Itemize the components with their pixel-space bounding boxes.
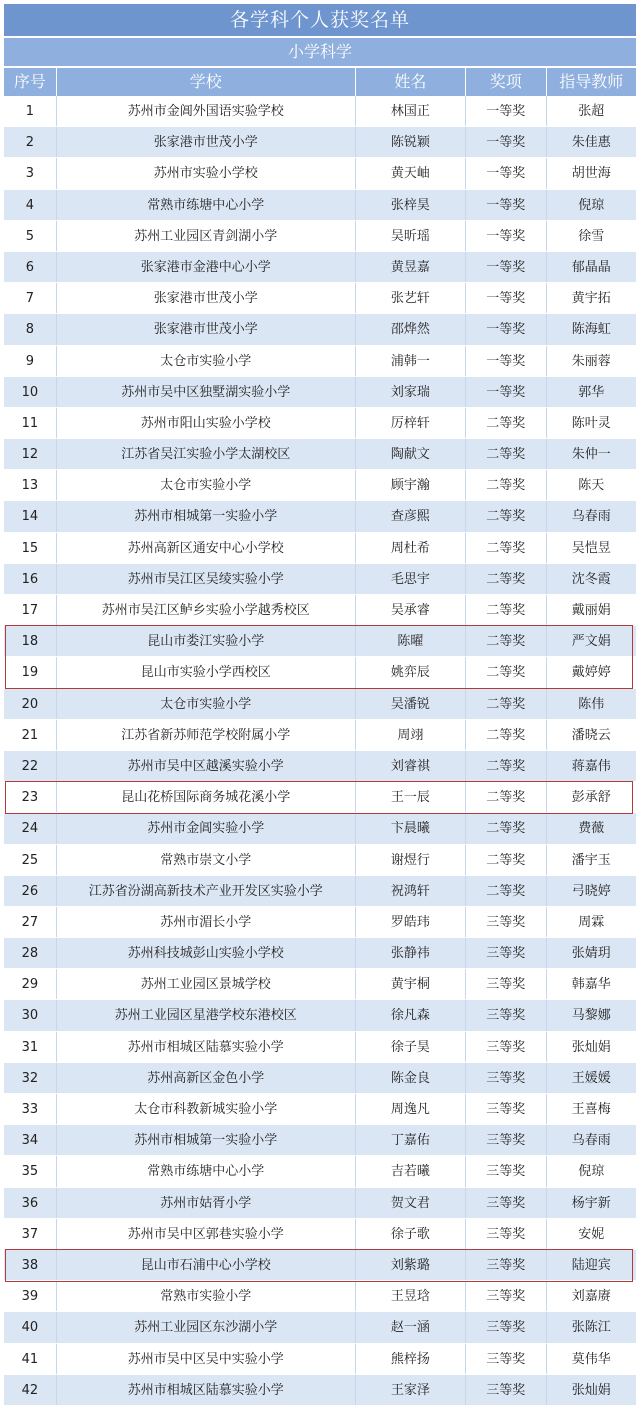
cell-award: 三等奖 xyxy=(466,1188,547,1218)
cell-award: 二等奖 xyxy=(466,876,547,906)
cell-school: 常熟市练塘中心小学 xyxy=(57,190,356,220)
cell-no: 37 xyxy=(4,1219,57,1249)
cell-no: 24 xyxy=(4,813,57,843)
cell-name: 刘家瑞 xyxy=(356,377,466,407)
cell-school: 苏州市相城第一实验小学 xyxy=(57,501,356,531)
header-award: 奖项 xyxy=(466,68,547,96)
table-row xyxy=(4,533,636,564)
cell-name: 谢煜行 xyxy=(356,845,466,875)
cell-no: 39 xyxy=(4,1281,57,1311)
header-name: 姓名 xyxy=(356,68,466,96)
cell-name: 陶献文 xyxy=(356,439,466,469)
cell-school: 苏州市湄长小学 xyxy=(57,907,356,937)
cell-school: 苏州市金阊实验小学 xyxy=(57,813,356,843)
cell-teacher: 张陈江 xyxy=(571,1320,611,1336)
cell-no: 14 xyxy=(4,501,57,531)
cell-award: 三等奖 xyxy=(466,1156,547,1186)
cell-school: 张家港市世茂小学 xyxy=(57,314,356,344)
cell-name: 张艺轩 xyxy=(356,283,466,313)
cell-name: 吉若曦 xyxy=(356,1156,466,1186)
table-row xyxy=(4,252,636,283)
table-body xyxy=(4,96,636,1406)
cell-name: 陈锐颖 xyxy=(356,127,466,157)
cell-no: 9 xyxy=(4,346,57,376)
cell-teacher: 张灿娟 xyxy=(571,1382,611,1398)
table-row xyxy=(4,595,636,626)
cell-name: 吴承睿 xyxy=(356,595,466,625)
cell-school: 太仓市实验小学 xyxy=(57,470,356,500)
cell-teacher: 陆迎宾 xyxy=(571,1257,611,1273)
table-row xyxy=(4,346,636,377)
cell-no: 38 xyxy=(4,1250,57,1280)
table-row xyxy=(4,314,636,345)
cell-no: 2 xyxy=(4,127,57,157)
table-row xyxy=(4,876,636,907)
cell-teacher: 张超 xyxy=(578,104,605,119)
cell-teacher: 弓晓婷 xyxy=(571,883,611,899)
cell-no: 1 xyxy=(4,96,57,126)
cell-name: 浦韩一 xyxy=(356,346,466,376)
cell-name: 徐子歌 xyxy=(356,1219,466,1249)
header-teacher: 指导教师 xyxy=(559,72,624,91)
cell-school: 江苏省新苏师范学校附属小学 xyxy=(57,720,356,750)
cell-teacher: 陈海虹 xyxy=(571,322,611,338)
cell-teacher: 朱丽蓉 xyxy=(571,353,611,369)
table-row xyxy=(4,1125,636,1156)
cell-school: 昆山市娄江实验小学 xyxy=(57,626,356,656)
cell-school: 苏州市阳山实验小学校 xyxy=(57,408,356,438)
cell-teacher: 胡世海 xyxy=(571,166,611,182)
cell-no: 22 xyxy=(4,751,57,781)
cell-award: 二等奖 xyxy=(466,501,547,531)
cell-name: 陈金良 xyxy=(356,1063,466,1093)
cell-award: 二等奖 xyxy=(466,533,547,563)
cell-no: 30 xyxy=(4,1000,57,1030)
cell-award: 三等奖 xyxy=(466,1375,547,1405)
table-row xyxy=(4,470,636,501)
cell-teacher: 安妮 xyxy=(578,1226,605,1242)
table-row xyxy=(4,782,636,813)
cell-no: 12 xyxy=(4,439,57,469)
cell-school: 苏州市相城区陆慕实验小学 xyxy=(57,1032,356,1062)
cell-name: 王昱琀 xyxy=(356,1281,466,1311)
table-row xyxy=(4,689,636,720)
cell-no: 18 xyxy=(4,626,57,656)
cell-teacher: 严文娟 xyxy=(571,634,611,650)
cell-award: 三等奖 xyxy=(466,1000,547,1030)
cell-award: 三等奖 xyxy=(466,938,547,968)
cell-award: 一等奖 xyxy=(466,158,547,188)
table-row xyxy=(4,969,636,1000)
cell-award: 二等奖 xyxy=(466,408,547,438)
table-row xyxy=(4,1000,636,1031)
cell-name: 陈曜 xyxy=(356,626,466,656)
cell-name: 周杜希 xyxy=(356,533,466,563)
cell-award: 一等奖 xyxy=(466,346,547,376)
cell-award: 三等奖 xyxy=(466,1281,547,1311)
cell-no: 20 xyxy=(4,689,57,719)
cell-award: 一等奖 xyxy=(466,127,547,157)
cell-school: 苏州市吴江区鲈乡实验小学越秀校区 xyxy=(57,595,356,625)
cell-school: 苏州市吴中区吴中实验小学 xyxy=(57,1344,356,1374)
cell-teacher: 徐雪 xyxy=(578,228,605,244)
cell-teacher: 张灿娟 xyxy=(571,1039,611,1055)
cell-award: 二等奖 xyxy=(466,439,547,469)
cell-school: 苏州市吴中区独墅湖实验小学 xyxy=(57,377,356,407)
cell-teacher: 黄宇拓 xyxy=(571,291,611,307)
cell-school: 苏州工业园区东沙湖小学 xyxy=(57,1312,356,1342)
cell-school: 苏州工业园区青剑湖小学 xyxy=(57,221,356,251)
cell-no: 27 xyxy=(4,907,57,937)
cell-no: 15 xyxy=(4,533,57,563)
cell-no: 19 xyxy=(4,657,57,687)
table-row xyxy=(4,1094,636,1125)
table-row xyxy=(4,657,636,688)
cell-no: 16 xyxy=(4,564,57,594)
header-no: 序号 xyxy=(4,68,57,96)
cell-award: 三等奖 xyxy=(466,1250,547,1280)
page-title: 各学科个人获奖名单 xyxy=(4,4,636,36)
cell-no: 10 xyxy=(4,377,57,407)
cell-teacher: 陈叶灵 xyxy=(571,415,611,431)
cell-teacher: 沈冬霞 xyxy=(571,571,611,587)
table-header xyxy=(4,66,636,96)
cell-name: 王一辰 xyxy=(356,782,466,812)
cell-name: 贺文君 xyxy=(356,1188,466,1218)
table-row xyxy=(4,1250,636,1281)
cell-teacher: 吴恺昱 xyxy=(571,540,611,556)
cell-name: 林国正 xyxy=(356,96,466,126)
cell-no: 29 xyxy=(4,969,57,999)
cell-name: 赵一涵 xyxy=(356,1312,466,1342)
cell-teacher: 蒋嘉伟 xyxy=(571,758,611,774)
cell-name: 黄天岫 xyxy=(356,158,466,188)
table-row xyxy=(4,1219,636,1250)
cell-no: 28 xyxy=(4,938,57,968)
cell-award: 三等奖 xyxy=(466,1032,547,1062)
cell-award: 二等奖 xyxy=(466,689,547,719)
cell-award: 二等奖 xyxy=(466,657,547,687)
cell-name: 罗皓玮 xyxy=(356,907,466,937)
cell-school: 太仓市科教新城实验小学 xyxy=(57,1094,356,1124)
cell-award: 一等奖 xyxy=(466,314,547,344)
cell-no: 41 xyxy=(4,1344,57,1374)
cell-teacher: 郁晶晶 xyxy=(571,259,611,275)
table-row xyxy=(4,377,636,408)
cell-school: 苏州市相城区陆慕实验小学 xyxy=(57,1375,356,1405)
cell-name: 姚弈辰 xyxy=(356,657,466,687)
table-row xyxy=(4,813,636,844)
cell-no: 31 xyxy=(4,1032,57,1062)
cell-name: 顾宇瀚 xyxy=(356,470,466,500)
cell-teacher: 潘宇玉 xyxy=(571,852,611,868)
cell-teacher: 倪琼 xyxy=(578,197,605,213)
cell-award: 二等奖 xyxy=(466,751,547,781)
table-row xyxy=(4,501,636,532)
cell-award: 一等奖 xyxy=(466,283,547,313)
cell-school: 张家港市金港中心小学 xyxy=(57,252,356,282)
cell-name: 张梓昊 xyxy=(356,190,466,220)
cell-teacher: 倪琼 xyxy=(578,1164,605,1180)
cell-teacher: 王媛媛 xyxy=(571,1070,611,1086)
cell-award: 二等奖 xyxy=(466,626,547,656)
cell-school: 江苏省汾湖高新技术产业开发区实验小学 xyxy=(57,876,356,906)
award-list xyxy=(4,0,636,1406)
cell-name: 刘紫璐 xyxy=(356,1250,466,1280)
cell-school: 张家港市世茂小学 xyxy=(57,127,356,157)
cell-teacher: 马黎娜 xyxy=(571,1008,611,1024)
cell-award: 二等奖 xyxy=(466,595,547,625)
cell-name: 查彦熙 xyxy=(356,501,466,531)
table-row xyxy=(4,1375,636,1406)
cell-school: 苏州市吴中区郭巷实验小学 xyxy=(57,1219,356,1249)
cell-teacher: 戴婷婷 xyxy=(571,665,611,681)
cell-teacher: 陈伟 xyxy=(578,696,605,712)
table-row xyxy=(4,720,636,751)
cell-school: 苏州科技城彭山实验小学校 xyxy=(57,938,356,968)
cell-school: 太仓市实验小学 xyxy=(57,689,356,719)
cell-school: 昆山市石浦中心小学校 xyxy=(57,1250,356,1280)
cell-school: 昆山花桥国际商务城花溪小学 xyxy=(57,782,356,812)
cell-school: 苏州市吴中区越溪实验小学 xyxy=(57,751,356,781)
cell-name: 卞晨曦 xyxy=(356,813,466,843)
cell-school: 江苏省吴江实验小学太湖校区 xyxy=(57,439,356,469)
cell-award: 二等奖 xyxy=(466,564,547,594)
cell-teacher: 郭华 xyxy=(578,384,605,400)
cell-name: 厉梓轩 xyxy=(356,408,466,438)
table-row xyxy=(4,1063,636,1094)
cell-no: 42 xyxy=(4,1375,57,1405)
cell-no: 32 xyxy=(4,1063,57,1093)
cell-school: 昆山市实验小学西校区 xyxy=(57,657,356,687)
cell-school: 常熟市崇文小学 xyxy=(57,845,356,875)
cell-award: 一等奖 xyxy=(466,221,547,251)
cell-teacher: 周霖 xyxy=(578,914,605,930)
cell-award: 一等奖 xyxy=(466,377,547,407)
cell-teacher: 彭承舒 xyxy=(571,790,611,806)
cell-award: 二等奖 xyxy=(466,720,547,750)
cell-no: 36 xyxy=(4,1188,57,1218)
cell-school: 苏州市相城第一实验小学 xyxy=(57,1125,356,1155)
cell-name: 黄宇桐 xyxy=(356,969,466,999)
table-row xyxy=(4,1032,636,1063)
cell-teacher: 朱仲一 xyxy=(571,447,611,463)
cell-school: 苏州高新区通安中心小学校 xyxy=(57,533,356,563)
table-row xyxy=(4,96,636,127)
cell-no: 6 xyxy=(4,252,57,282)
table-row xyxy=(4,938,636,969)
cell-teacher: 费薇 xyxy=(578,821,605,837)
table-row xyxy=(4,1156,636,1187)
table-row xyxy=(4,1344,636,1375)
table-row xyxy=(4,190,636,221)
cell-school: 苏州高新区金色小学 xyxy=(57,1063,356,1093)
cell-teacher: 潘晓云 xyxy=(571,727,611,743)
cell-name: 黄昱嘉 xyxy=(356,252,466,282)
cell-school: 苏州市吴江区吴绫实验小学 xyxy=(57,564,356,594)
cell-teacher: 戴丽娟 xyxy=(571,603,611,618)
cell-name: 熊梓扬 xyxy=(356,1344,466,1374)
cell-no: 33 xyxy=(4,1094,57,1124)
cell-award: 三等奖 xyxy=(466,907,547,937)
cell-school: 太仓市实验小学 xyxy=(57,346,356,376)
cell-no: 35 xyxy=(4,1156,57,1186)
cell-no: 4 xyxy=(4,190,57,220)
cell-school: 苏州工业园区星港学校东港校区 xyxy=(57,1000,356,1030)
table-row xyxy=(4,439,636,470)
cell-no: 25 xyxy=(4,845,57,875)
cell-teacher: 陈天 xyxy=(578,478,605,494)
cell-award: 三等奖 xyxy=(466,1094,547,1124)
cell-no: 11 xyxy=(4,408,57,438)
cell-award: 三等奖 xyxy=(466,969,547,999)
cell-school: 常熟市练塘中心小学 xyxy=(57,1156,356,1186)
cell-teacher: 王喜梅 xyxy=(571,1102,611,1117)
cell-name: 邵烨然 xyxy=(356,314,466,344)
cell-award: 三等奖 xyxy=(466,1125,547,1155)
cell-name: 王家泽 xyxy=(356,1375,466,1405)
cell-school: 苏州工业园区景城学校 xyxy=(57,969,356,999)
cell-no: 13 xyxy=(4,470,57,500)
cell-award: 二等奖 xyxy=(466,845,547,875)
cell-award: 一等奖 xyxy=(466,252,547,282)
cell-no: 23 xyxy=(4,782,57,812)
cell-award: 二等奖 xyxy=(466,813,547,843)
cell-no: 8 xyxy=(4,314,57,344)
cell-school: 苏州市实验小学校 xyxy=(57,158,356,188)
cell-teacher: 杨宇新 xyxy=(571,1195,611,1211)
table-row xyxy=(4,1281,636,1312)
cell-award: 一等奖 xyxy=(466,190,547,220)
cell-name: 吴昕瑶 xyxy=(356,221,466,251)
cell-school: 苏州市姑胥小学 xyxy=(57,1188,356,1218)
cell-no: 21 xyxy=(4,720,57,750)
cell-teacher: 乌春雨 xyxy=(571,509,611,525)
subject-subtitle: 小学科学 xyxy=(4,36,636,66)
cell-award: 三等奖 xyxy=(466,1344,547,1374)
cell-award: 三等奖 xyxy=(466,1219,547,1249)
table-row xyxy=(4,127,636,158)
cell-teacher: 韩嘉华 xyxy=(571,977,611,993)
table-row xyxy=(4,626,636,657)
cell-award: 三等奖 xyxy=(466,1063,547,1093)
cell-no: 26 xyxy=(4,876,57,906)
cell-school: 张家港市世茂小学 xyxy=(57,283,356,313)
cell-name: 周逸凡 xyxy=(356,1094,466,1124)
table-row xyxy=(4,845,636,876)
cell-name: 毛思宇 xyxy=(356,564,466,594)
cell-no: 7 xyxy=(4,283,57,313)
cell-name: 周翊 xyxy=(356,720,466,750)
cell-school: 苏州市金阊外国语实验学校 xyxy=(57,96,356,126)
cell-no: 34 xyxy=(4,1125,57,1155)
cell-award: 二等奖 xyxy=(466,782,547,812)
cell-no: 40 xyxy=(4,1312,57,1342)
cell-teacher: 朱佳惠 xyxy=(571,135,611,151)
cell-name: 丁嘉佑 xyxy=(356,1125,466,1155)
header-school: 学校 xyxy=(57,68,356,96)
table-row xyxy=(4,907,636,938)
cell-teacher: 刘嘉赓 xyxy=(571,1289,611,1305)
table-row xyxy=(4,408,636,439)
table-row xyxy=(4,564,636,595)
cell-award: 二等奖 xyxy=(466,470,547,500)
table-row xyxy=(4,158,636,189)
table-row xyxy=(4,1188,636,1219)
table-row xyxy=(4,283,636,314)
cell-name: 刘睿祺 xyxy=(356,751,466,781)
table-row xyxy=(4,221,636,252)
cell-name: 徐子昊 xyxy=(356,1032,466,1062)
cell-award: 三等奖 xyxy=(466,1312,547,1342)
cell-no: 3 xyxy=(4,158,57,188)
cell-teacher: 莫伟华 xyxy=(571,1351,611,1367)
cell-no: 5 xyxy=(4,221,57,251)
cell-award: 一等奖 xyxy=(466,96,547,126)
cell-name: 祝鸿轩 xyxy=(356,876,466,906)
cell-name: 徐凡森 xyxy=(356,1000,466,1030)
cell-no: 17 xyxy=(4,595,57,625)
cell-name: 吴潘锐 xyxy=(356,689,466,719)
cell-name: 张静祎 xyxy=(356,938,466,968)
cell-teacher: 乌春雨 xyxy=(571,1133,611,1149)
table-row xyxy=(4,751,636,782)
cell-school: 常熟市实验小学 xyxy=(57,1281,356,1311)
cell-teacher: 张婧玥 xyxy=(571,946,611,962)
table-row xyxy=(4,1312,636,1343)
